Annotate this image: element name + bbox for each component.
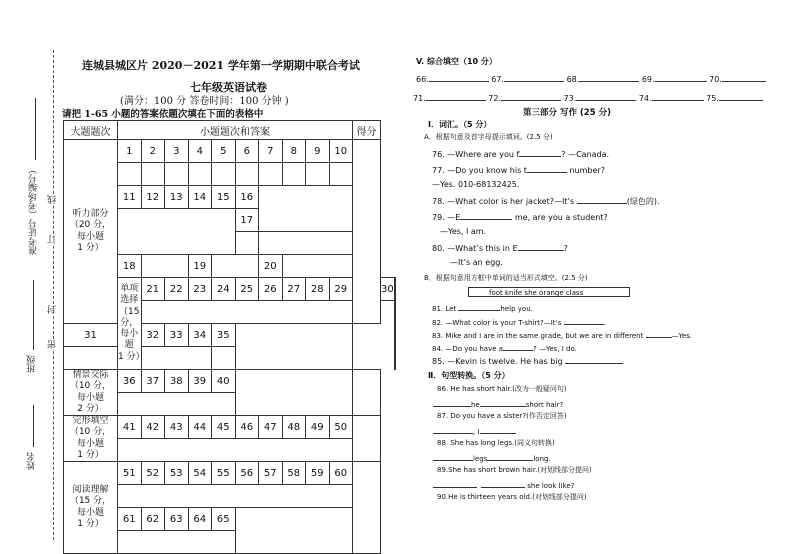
- qnum: 25: [235, 278, 259, 301]
- answer-cell[interactable]: [212, 163, 236, 186]
- question-81: 81. Let help you.: [432, 302, 533, 313]
- answer-cell[interactable]: [118, 439, 353, 462]
- question-89: 89.She has short brown hair.(对划线部分提问): [437, 466, 592, 474]
- section-line: 1 分）: [77, 449, 104, 460]
- section-line: 阅读理解: [72, 485, 109, 495]
- qnum: 60: [329, 462, 353, 485]
- answer-cell[interactable]: [259, 163, 283, 186]
- qnum: 51: [118, 462, 142, 485]
- answer-cell[interactable]: [259, 232, 353, 255]
- score-and-time: (满分：100 分 答卷时间：100 分钟 ): [120, 96, 289, 107]
- answer-cell[interactable]: [235, 370, 353, 416]
- question-88-blank: legs long.: [433, 452, 551, 463]
- qnum: 39: [188, 370, 212, 393]
- section-situational: [64, 370, 118, 416]
- qnum: 65: [212, 508, 236, 531]
- header-score: 得分: [353, 121, 381, 140]
- qnum: 20: [259, 255, 283, 278]
- qnum: 53: [165, 462, 189, 485]
- question-86: 86. He has short hair.(改为一般疑问句): [437, 385, 567, 393]
- answer-cell[interactable]: [141, 163, 165, 186]
- qnum: 54: [188, 462, 212, 485]
- qnum: 5: [212, 140, 236, 163]
- answer-cell[interactable]: [235, 232, 259, 255]
- question-89-blank: she look like?: [433, 479, 574, 490]
- question-87: 87. Do you have a sister?(作否定回答): [437, 412, 567, 420]
- binding-name-label: 姓名: [27, 452, 37, 470]
- answer-cell[interactable]: [118, 393, 236, 416]
- section-line: 单项选择: [120, 284, 139, 306]
- answer-cell[interactable]: [118, 485, 353, 508]
- binding-exam-no-label: 准考证号（考场编号）: [29, 165, 39, 255]
- qnum: 37: [141, 370, 165, 393]
- answer-cell[interactable]: [141, 255, 188, 278]
- fill-row-2: [413, 92, 763, 103]
- qnum: 6: [235, 140, 259, 163]
- qnum: 31: [64, 324, 118, 347]
- question-90: 90.He is thirteen years old.(对划线部分提问): [437, 493, 587, 501]
- qnum: 50: [329, 416, 353, 439]
- answer-cell[interactable]: [282, 255, 353, 278]
- question-87-blank: , I: [433, 425, 516, 436]
- qnum: 4: [188, 140, 212, 163]
- qnum: 28: [306, 278, 330, 301]
- section-line: 情景交际: [72, 370, 109, 380]
- qnum: 58: [282, 462, 306, 485]
- qnum: 33: [165, 324, 189, 347]
- section-single-choice: [118, 278, 145, 370]
- qnum: 74.: [638, 94, 652, 103]
- qnum: 63: [165, 508, 189, 531]
- question-79-answer: —Yes, I am.: [440, 227, 487, 236]
- qnum: 49: [306, 416, 330, 439]
- qnum: 75.: [706, 94, 719, 103]
- section-line: 1 分）: [77, 242, 104, 253]
- score-cell[interactable]: [353, 416, 381, 462]
- qnum: 48: [282, 416, 306, 439]
- question-77: 77. —Do you know his t number?: [432, 166, 605, 175]
- qnum: 71.: [413, 94, 426, 103]
- qnum: 2: [141, 140, 165, 163]
- section-line: （15 分，: [119, 306, 140, 328]
- header-section: 大题题次: [64, 121, 118, 140]
- score-cell[interactable]: [353, 140, 381, 324]
- qnum: 27: [282, 278, 306, 301]
- qnum: 12: [141, 186, 165, 209]
- answer-instruction: 请把 1-65 小题的答案依题次填在下面的表格中: [62, 109, 264, 120]
- qnum: 32: [141, 324, 165, 347]
- binding-class-label: 班级: [27, 355, 37, 373]
- answer-cell[interactable]: [165, 163, 189, 186]
- section-line: 1 分）: [77, 518, 104, 529]
- section-line: 每小题: [76, 231, 104, 242]
- answer-table: [63, 120, 396, 554]
- answer-cell[interactable]: [212, 255, 259, 278]
- part-3-title: 第三部分 写作 (25 分): [523, 108, 611, 118]
- qnum: 35: [212, 324, 236, 347]
- qnum: 24: [212, 278, 236, 301]
- section-line: 2 分）: [77, 403, 104, 414]
- answer-cell[interactable]: [141, 301, 381, 324]
- section-b-instruction: B．根据句意用方框中单词的适当形式填空。(2.5 分): [424, 274, 588, 282]
- transform-section-title: Ⅱ．句型转换。（5 分）: [428, 371, 510, 380]
- score-cell[interactable]: [353, 370, 381, 416]
- qnum: 66.: [416, 75, 429, 84]
- answer-cell[interactable]: [329, 163, 353, 186]
- question-84: 84. —Do you have a ? —Yes, I do.: [432, 342, 577, 353]
- qnum: 26: [259, 278, 283, 301]
- seal-mi: 密: [48, 340, 58, 349]
- qnum: 36: [118, 370, 142, 393]
- qnum: 61: [118, 508, 142, 531]
- seal-xian: 线: [48, 195, 58, 204]
- section-v-title: V. 综合填空（10 分）: [416, 57, 497, 66]
- qnum: 17: [235, 209, 259, 232]
- qnum: 72.: [488, 94, 502, 103]
- qnum: 55: [212, 462, 236, 485]
- qnum: 30: [381, 278, 395, 301]
- answer-cell[interactable]: [235, 508, 353, 554]
- answer-cell[interactable]: [306, 163, 330, 186]
- answer-cell[interactable]: [188, 163, 212, 186]
- question-82: 82. —What color is your T-shirt?—It’s .: [432, 316, 606, 327]
- qnum: 41: [118, 416, 142, 439]
- section-cloze: [64, 416, 118, 462]
- score-cell[interactable]: [394, 278, 395, 370]
- qnum: 21: [141, 278, 165, 301]
- qnum: 16: [235, 186, 259, 209]
- question-88: 88. She has long legs.(同义句转换): [437, 439, 555, 447]
- name-line: [33, 405, 34, 447]
- question-85: 85. —Kevin is twelve. He has big: [432, 355, 623, 366]
- question-79: 79. —E me, are you a student?: [432, 213, 608, 222]
- section-line: （10 分，: [69, 427, 112, 438]
- word-box: foot knife she orange class: [468, 287, 630, 297]
- seal-ding: 订: [48, 235, 58, 244]
- question-80: 80. —What’s this in E ?: [432, 244, 568, 253]
- question-80-answer: —It’s an egg.: [450, 258, 503, 267]
- section-listening: [64, 140, 118, 324]
- answer-cell[interactable]: [118, 163, 142, 186]
- class-line: [33, 280, 34, 350]
- qnum: 69.: [641, 75, 655, 84]
- answer-cell[interactable]: [235, 324, 353, 370]
- section-line: 每小题: [76, 438, 104, 449]
- qnum: 11: [118, 186, 142, 209]
- answer-cell[interactable]: [118, 209, 236, 255]
- seal-feng: 封: [48, 305, 58, 314]
- qnum: 43: [165, 416, 189, 439]
- qnum: 73.: [563, 94, 577, 103]
- qnum: 8: [282, 140, 306, 163]
- question-83: 83. Mike and I are in the same grade, but we are in different —Yes.: [432, 329, 692, 340]
- qnum: 1: [118, 140, 142, 163]
- qnum: 38: [165, 370, 189, 393]
- qnum: 47: [259, 416, 283, 439]
- exam-no-line: [35, 98, 36, 160]
- qnum: 7: [259, 140, 283, 163]
- qnum: 3: [165, 140, 189, 163]
- header-answers: 小题题次和答案: [118, 121, 353, 140]
- qnum: 22: [165, 278, 189, 301]
- section-line: 每小题: [76, 507, 104, 518]
- question-77-answer: —Yes. 010-68132425.: [432, 180, 520, 189]
- qnum: 34: [188, 324, 212, 347]
- answer-cell[interactable]: [118, 531, 236, 554]
- question-78: 78. —What color is her jacket?—It’s (绿色的).: [432, 197, 660, 206]
- qnum: 40: [212, 370, 236, 393]
- question-86-blank: he short hair?: [433, 398, 563, 409]
- qnum: 44: [188, 416, 212, 439]
- qnum: 9: [306, 140, 330, 163]
- qnum: 42: [141, 416, 165, 439]
- qnum: 59: [306, 462, 330, 485]
- qnum: 46: [235, 416, 259, 439]
- section-line: 每小题: [76, 392, 104, 403]
- qnum: 57: [259, 462, 283, 485]
- qnum: 14: [188, 186, 212, 209]
- qnum: 10: [329, 140, 353, 163]
- qnum: 18: [118, 255, 142, 278]
- vocab-section-title: Ⅰ．词汇。（5 分）: [428, 120, 492, 129]
- binding-dashed-line: [53, 50, 54, 540]
- answer-cell[interactable]: [282, 163, 306, 186]
- section-a-instruction: A．根据句意及首字母提示填词。(2.5 分): [424, 133, 553, 141]
- section-line: 每小题: [120, 329, 139, 351]
- qnum: 62: [141, 508, 165, 531]
- qnum: 70.: [709, 75, 722, 84]
- score-cell[interactable]: [353, 462, 381, 554]
- qnum: 45: [212, 416, 236, 439]
- question-76: 76. —Where are you f ? —Canada.: [432, 150, 610, 159]
- answer-cell[interactable]: [235, 163, 259, 186]
- qnum: 23: [188, 278, 212, 301]
- section-line: （15 分，: [69, 496, 112, 507]
- qnum: 64: [188, 508, 212, 531]
- exam-subtitle: 七年级英语试卷: [190, 81, 267, 94]
- qnum: 68.: [566, 75, 580, 84]
- section-line: 1 分）: [118, 351, 145, 362]
- qnum: 15: [212, 186, 236, 209]
- qnum: 56: [235, 462, 259, 485]
- qnum: 13: [165, 186, 189, 209]
- section-line: 听力部分: [72, 209, 109, 219]
- qnum: 29: [329, 278, 353, 301]
- answer-cell[interactable]: [259, 186, 353, 232]
- section-reading: [64, 462, 118, 554]
- qnum: 19: [188, 255, 212, 278]
- fill-row-1: [416, 73, 766, 84]
- exam-title: 连城县城区片 2020－2021 学年第一学期期中联合考试: [82, 59, 360, 72]
- section-line: 完形填空: [72, 416, 109, 426]
- qnum: 67.: [491, 75, 505, 84]
- qnum: 52: [141, 462, 165, 485]
- section-line: （20 分，: [69, 220, 112, 231]
- section-line: （10 分，: [69, 381, 112, 392]
